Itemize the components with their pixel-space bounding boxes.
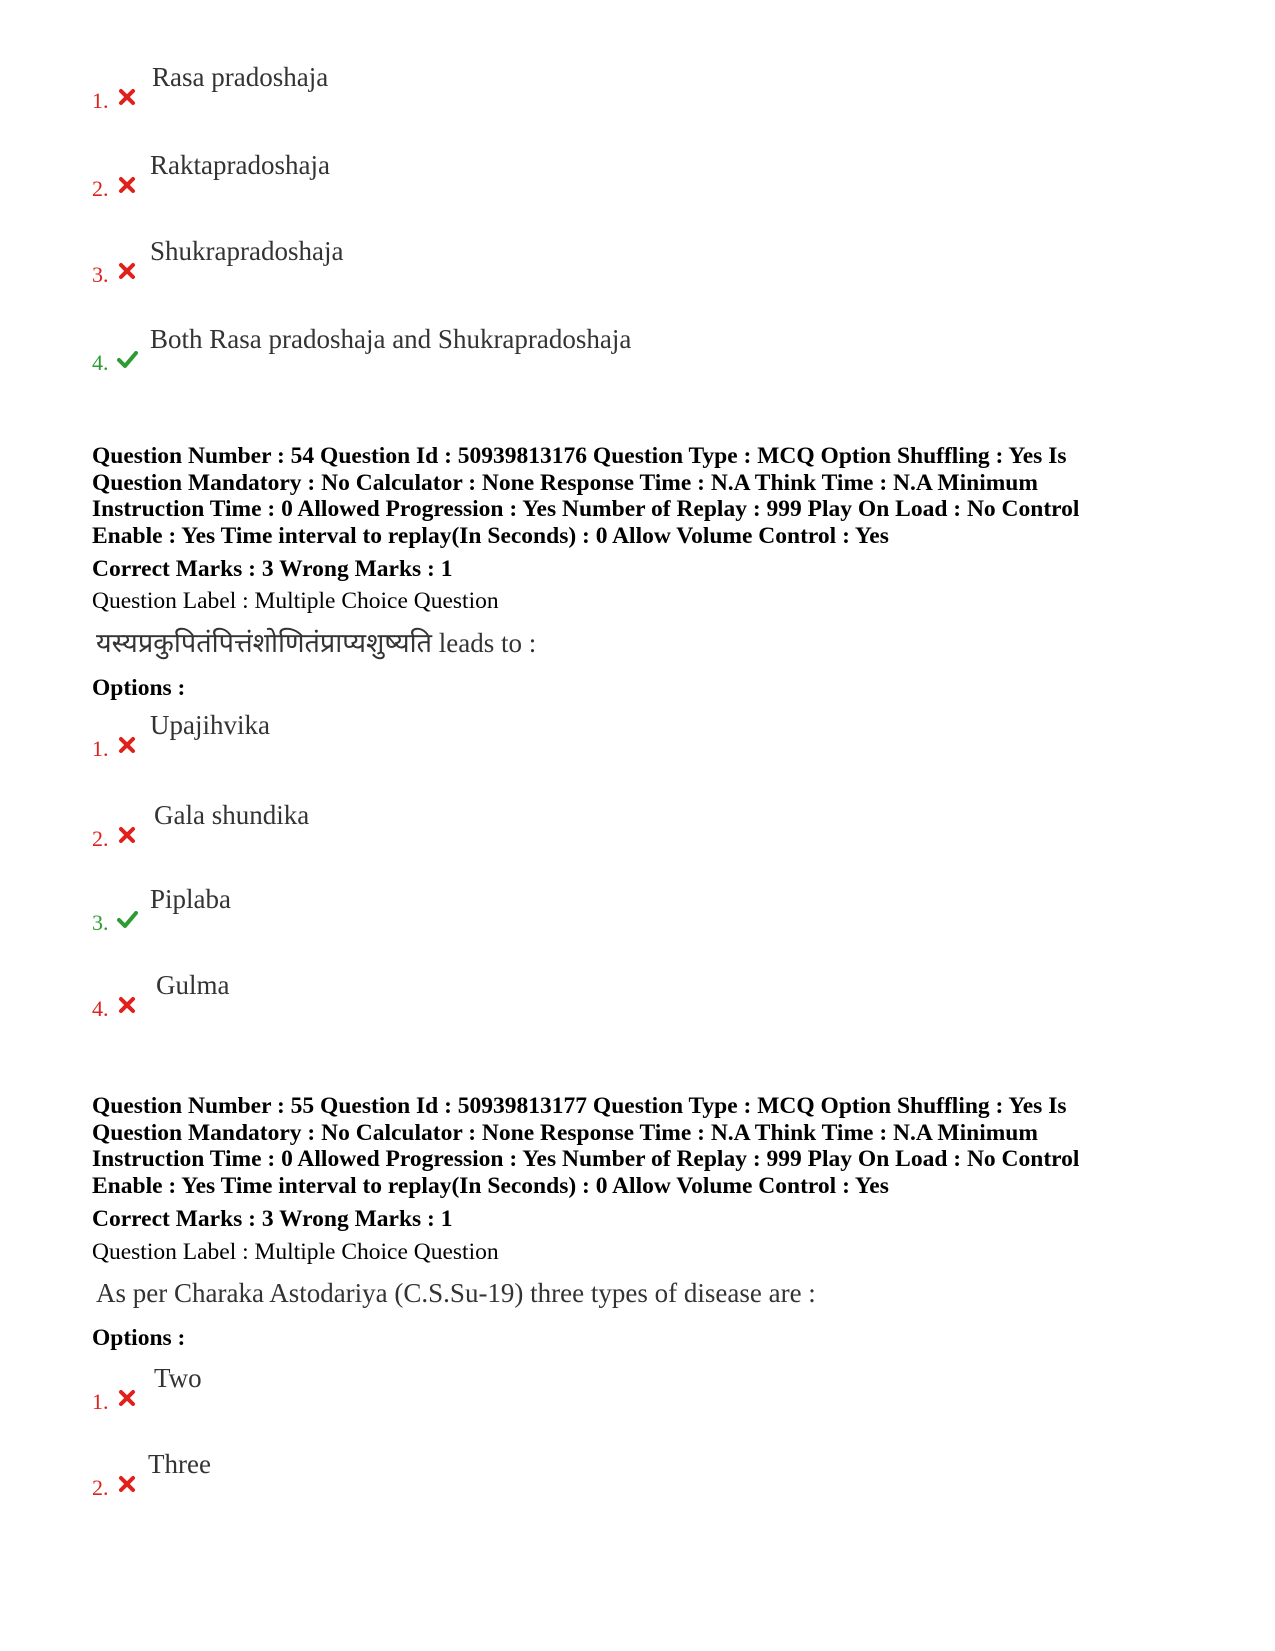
meta-line: Enable : Yes Time interval to replay(In Seconds) : 0 Allow Volume Control : Yes [92, 523, 889, 550]
option-number: 3. [92, 910, 109, 935]
meta-line: Question Number : 55 Question Id : 50939813177 Question Type : MCQ Option Shuffling : Yes Is [92, 1093, 1067, 1119]
cross-icon [116, 824, 138, 846]
option-text: Piplaba [150, 884, 231, 914]
checkmark-icon [116, 908, 138, 930]
prev-option-1 [92, 62, 992, 112]
option-number: 1. [92, 1389, 109, 1414]
prev-option-3 [92, 236, 992, 286]
option-text: Shukrapradoshaja [150, 236, 344, 266]
question-55-text: As per Charaka Astodariya (C.S.Su-19) three types of disease are : [96, 1278, 816, 1308]
cross-icon [116, 86, 138, 108]
option-text: Three [148, 1449, 211, 1479]
question-55-meta [92, 1093, 1192, 1200]
option-text: Raktapradoshaja [150, 150, 330, 180]
question-54-marks: Correct Marks : 3 Wrong Marks : 1 [92, 556, 453, 582]
meta-line: Question Number : 54 Question Id : 50939813176 Question Type : MCQ Option Shuffling : Yes Is [92, 443, 1067, 469]
question-55-marks: Correct Marks : 3 Wrong Marks : 1 [92, 1206, 453, 1232]
q55-option-2 [92, 1449, 992, 1499]
q54-option-4 [92, 970, 992, 1020]
option-number: 4. [92, 996, 109, 1021]
question-54-text: यस्यप्रकुपितंपित्तंशोणितंप्राप्यशुष्यति leads to : [96, 628, 537, 658]
option-number: 4. [92, 350, 109, 375]
q54-option-3 [92, 884, 992, 934]
option-number: 2. [92, 826, 109, 851]
option-number: 1. [92, 736, 109, 761]
checkmark-icon [116, 348, 138, 370]
option-text: Two [154, 1363, 202, 1393]
meta-line: Question Mandatory : No Calculator : None Response Time : N.A Think Time : N.A Minimum [92, 1119, 1038, 1146]
option-number: 1. [92, 88, 109, 113]
meta-line: Enable : Yes Time interval to replay(In Seconds) : 0 Allow Volume Control : Yes [92, 1173, 889, 1200]
cross-icon [116, 1473, 138, 1495]
option-text: Both Rasa pradoshaja and Shukrapradoshaja [150, 324, 632, 354]
cross-icon [116, 1387, 138, 1409]
q54-option-2 [92, 800, 992, 850]
q54-option-1 [92, 710, 992, 760]
option-text: Upajihvika [150, 710, 270, 740]
question-54-label: Question Label : Multiple Choice Question [92, 588, 499, 614]
cross-icon [116, 174, 138, 196]
cross-icon [116, 734, 138, 756]
option-number: 2. [92, 176, 109, 201]
meta-line: Instruction Time : 0 Allowed Progression : Yes Number of Replay : 999 Play On Load : No Control [92, 496, 1080, 523]
option-number: 3. [92, 262, 109, 287]
meta-line: Question Mandatory : No Calculator : None Response Time : N.A Think Time : N.A Minimum [92, 469, 1038, 496]
option-text: Gulma [156, 970, 230, 1000]
option-number: 2. [92, 1475, 109, 1500]
question-55-label: Question Label : Multiple Choice Question [92, 1239, 499, 1265]
question-54-options-label: Options : [92, 675, 186, 701]
q55-option-1 [92, 1363, 992, 1413]
question-55-options-label: Options : [92, 1325, 186, 1351]
prev-option-4 [92, 324, 992, 374]
cross-icon [116, 260, 138, 282]
option-text: Gala shundika [154, 800, 310, 830]
prev-option-2 [92, 150, 992, 200]
option-text: Rasa pradoshaja [152, 62, 329, 92]
cross-icon [116, 994, 138, 1016]
meta-line: Instruction Time : 0 Allowed Progression : Yes Number of Replay : 999 Play On Load : No Control [92, 1146, 1080, 1173]
question-54-meta [92, 443, 1192, 550]
